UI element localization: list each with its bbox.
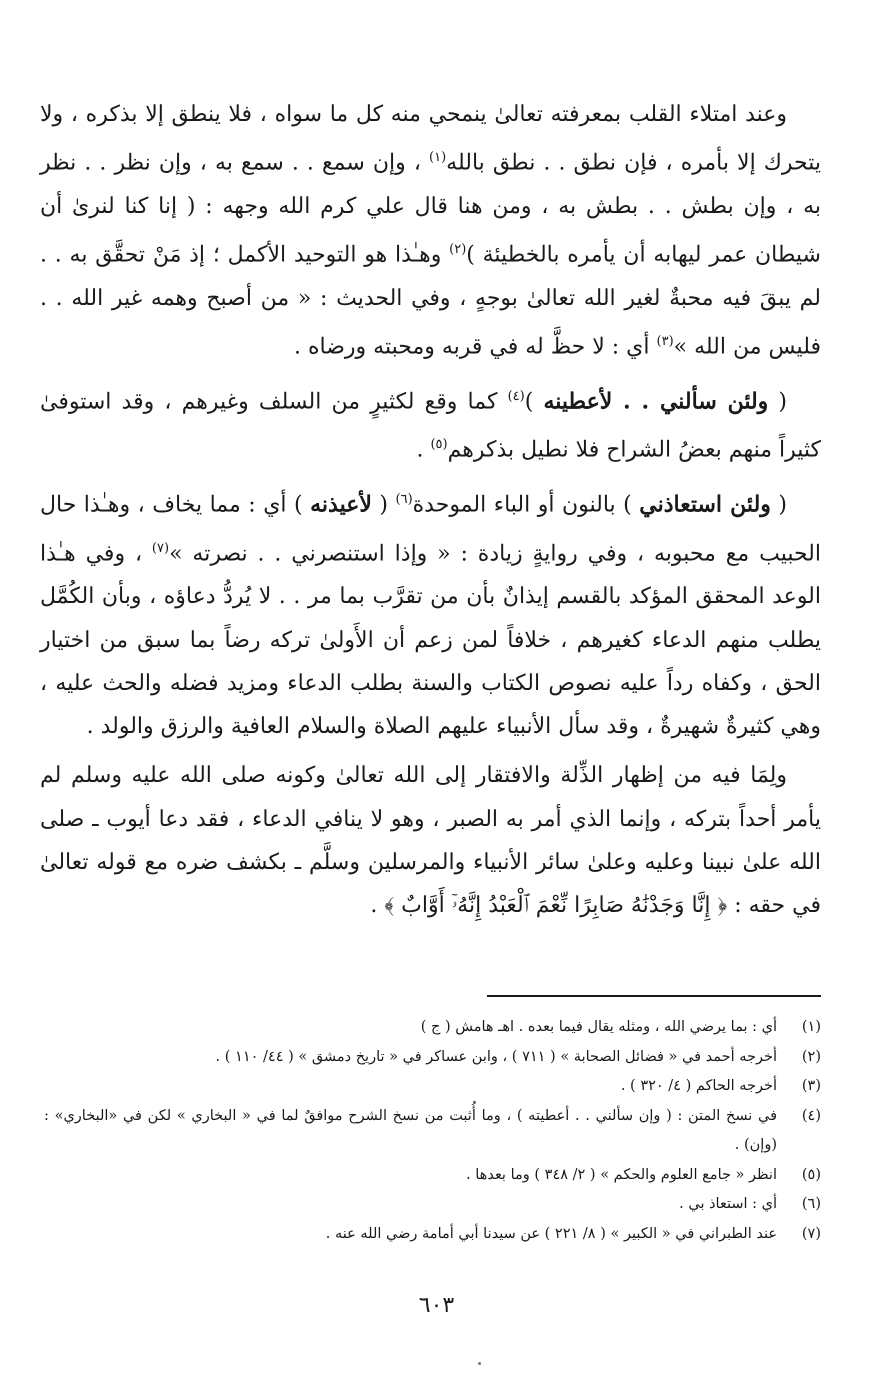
- footnote-text: أي : استعاذ بي .: [679, 1196, 777, 1212]
- text-run: ولِمَا فيه من إظهار الذِّلة والافتقار إلى الله تعالىٰ وكونه صلى الله عليه وسلم لم يأمر أحداً بتركه ، وإنما الذي أمر به الصبر ، وهو لا ينافي الدعاء ، فقد دعا أيوب ـ صلى الله علىٰ نبينا وعليه وعلىٰ سائر الأنبياء والمرسلين وسلَّم ـ بكشف ضره مع قوله تعالىٰ في حقه : ﴿ إِنَّا وَجَدْنَٰهُ صَابِرًا نِّعْمَ ٱلْعَبْدُ إِنَّهُۥٓ أَوَّابٌ ﴾ .: [40, 763, 821, 919]
- footnote-ref: (٦): [395, 492, 413, 508]
- matn-text: ولئن سألني . . لأعطينه: [543, 388, 769, 415]
- footnote-number: (٥): [801, 1166, 821, 1183]
- footnote-text: في نسخ المتن : ( وإن سألني . . أعطيته ) ، وما أُثبت من نسخ الشرح موافقٌ لما في « البخاري » لكن في «البخاري» : (وإن) .: [44, 1107, 777, 1153]
- text-run: ): [524, 389, 544, 415]
- footnote-number: (١): [801, 1019, 821, 1035]
- text-run: .: [416, 437, 431, 463]
- footnote: [44, 1102, 821, 1161]
- footnote-text: أي : بما يرضي الله ، ومثله يقال فيما بعده . اهـ هامش ( ج ): [420, 1019, 777, 1035]
- paragraph: [40, 754, 821, 927]
- paragraph: [40, 93, 821, 369]
- footnote-number: (٤): [801, 1107, 821, 1124]
- text-run: وهـٰذا هو التوحيد الأكمل ؛ إذ مَنْ تحقَّق به . . لم يبقَ فيه محبةٌ لغير الله تعالىٰ بوجهٍ ، وفي الحديث : « من أصبح وهمه غير الله . . فليس من الله »: [40, 242, 821, 360]
- footnote-ref: (٤): [507, 388, 525, 404]
- text-run: ) أي : مما يخاف ، وهـٰذا حال الحبيب مع محبوبه ، وفي روايةٍ زيادة : « وإذا استنصرني . . نصرته »: [40, 492, 821, 566]
- scan-speck: [478, 1362, 481, 1365]
- matn-text: لأعيذنه: [310, 491, 372, 518]
- text-run: وعند امتلاء القلب بمعرفته تعالىٰ ينمحي منه كل ما سواه ، فلا ينطق إلا بذكره ، ولا يتحرك إلا بأمره ، فإن نطق . . نطق بالله: [40, 102, 821, 176]
- page-number: ٦٠٣: [418, 1293, 455, 1318]
- footnote-ref: (٧): [151, 540, 170, 556]
- text-run: (: [768, 389, 788, 415]
- footnote: [44, 1220, 821, 1250]
- footnote: [44, 1161, 821, 1191]
- footnote-text: انظر « جامع العلوم والحكم » ( ٢/ ٣٤٨ ) وما بعدها .: [466, 1166, 777, 1183]
- paragraph: [40, 478, 821, 748]
- text-run: كما وقع لكثيرٍ من السلف وغيرهم ، وقد استوفىٰ كثيراً منهم بعضُ الشراح فلا نطيل بذكرهم: [40, 389, 821, 463]
- footnote-text: عند الطبراني في « الكبير » ( ٨/ ٢٢١ ) عن سيدنا أبي أمامة رضي الله عنه .: [325, 1225, 777, 1242]
- footnote: [44, 1190, 821, 1220]
- text-run: ، وفي هـٰذا الوعد المحقق المؤكد بالقسم إيذانٌ بأن من تقرَّب بما مر . . لا يُردُّ دعاؤه ، وبأن الكُمَّل يطلب منهم الدعاء كغيرهم ، خلافاً لمن زعم أن الأَولىٰ تركه رضاً بما سبق من اختيار الحق ، وكفاه رداً عليه نصوص الكتاب والسنة بطلب الدعاء ومزيد فضله والحث عليه ، وهي كثيرةٌ شهيرةٌ ، وقد سأل الأنبياء عليهم الصلاة والسلام العافية والرزق والولد .: [40, 540, 821, 740]
- footnote-ref: (٥): [430, 437, 448, 453]
- footnote: [44, 1072, 821, 1102]
- footnote-text: أخرجه الحاكم ( ٤/ ٣٢٠ ) .: [620, 1078, 777, 1094]
- footnote-text: أخرجه أحمد في « فضائل الصحابة » ( ٧١١ ) ، وابن عساكر في « تاريخ دمشق » ( ٤٤/ ١١٠ ) .: [215, 1048, 777, 1065]
- footnote-divider: [487, 995, 821, 997]
- footnote-number: (٣): [801, 1078, 821, 1094]
- footnote-ref: (٢): [449, 242, 467, 258]
- footnote-ref: (١): [429, 150, 447, 166]
- text-run: ، وإن سمع . . سمع به ، وإن نظر . . نظر به ، وإن بطش . . بطش به ، ومن هنا قال علي كرم الله وجهه : ( إنا كنا لنرىٰ أن شيطان عمر ليهابه أن يأمره بالخطيئة ): [40, 150, 821, 268]
- footnote-number: (٧): [801, 1225, 821, 1242]
- text-run: ) بالنون أو الباء الموحدة: [412, 492, 640, 518]
- body-text: [40, 93, 821, 928]
- footnote-number: (٦): [801, 1196, 821, 1212]
- paragraph: [40, 375, 821, 472]
- text-run: (: [770, 492, 787, 518]
- footnote-number: (٢): [801, 1048, 821, 1065]
- footnote: [44, 1043, 821, 1073]
- footnotes: [44, 1013, 821, 1249]
- matn-text: ولئن استعاذني: [639, 491, 771, 518]
- text-run: (: [371, 492, 396, 518]
- text-run: أي : لا حظَّ له في قربه ومحبته ورضاه .: [294, 334, 657, 360]
- footnote-ref: (٣): [656, 334, 674, 350]
- footnote: [44, 1013, 821, 1043]
